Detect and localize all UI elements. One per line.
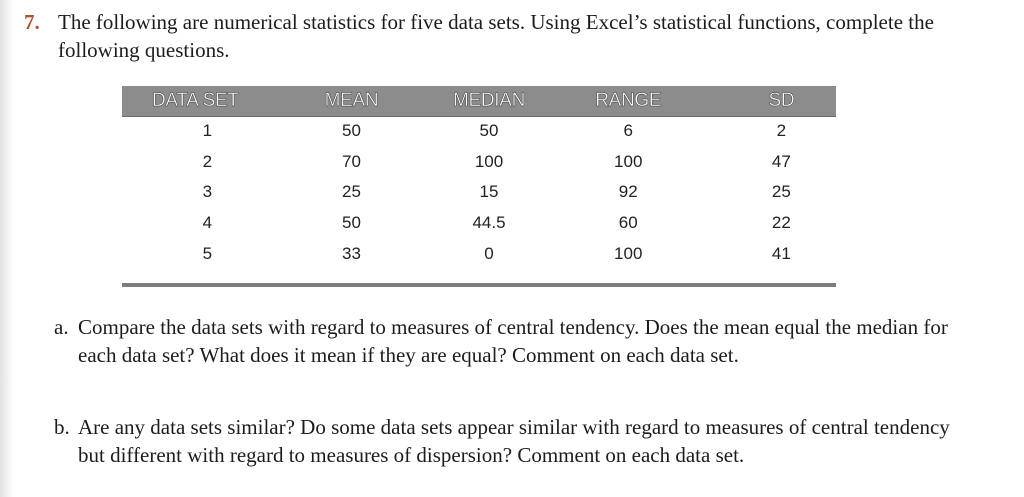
header-data-set: DATA SET bbox=[152, 90, 239, 111]
cell-data-set: 1 bbox=[202, 121, 213, 141]
header-range: RANGE bbox=[595, 90, 662, 111]
cell-sd: 2 bbox=[776, 121, 787, 141]
page-edge-shadow bbox=[0, 0, 14, 497]
cell-median: 15 bbox=[479, 182, 499, 202]
cell-median: 50 bbox=[479, 121, 499, 141]
part-a-text: Compare the data sets with regard to measures of central tendency. Does the mean equal the median for each data set? What does it mean if they are equal? Comment on each data set. bbox=[78, 315, 948, 367]
header-sd: SD bbox=[768, 90, 795, 111]
part-b-text: Are any data sets similar? Do some data sets appear similar with regard to measures of central tendency but different with regard to measures of dispersion? Comment on each data set. bbox=[78, 415, 950, 467]
table-bottom-rule bbox=[122, 283, 836, 287]
table-header-row bbox=[122, 86, 836, 116]
cell-median: 100 bbox=[474, 151, 504, 171]
table-row bbox=[122, 238, 836, 269]
header-median: MEDIAN bbox=[452, 90, 526, 111]
question-number: 7. bbox=[24, 10, 40, 34]
cell-data-set: 3 bbox=[202, 182, 213, 202]
cell-mean: 70 bbox=[342, 151, 361, 171]
part-a-letter: a. bbox=[54, 315, 69, 339]
cell-median: 44.5 bbox=[472, 213, 506, 233]
cell-mean: 50 bbox=[342, 121, 361, 141]
cell-data-set: 4 bbox=[202, 213, 213, 233]
cell-range: 6 bbox=[623, 121, 633, 141]
cell-sd: 22 bbox=[771, 213, 791, 233]
header-mean: MEAN bbox=[324, 90, 379, 111]
cell-mean: 33 bbox=[342, 243, 361, 263]
statistics-table bbox=[122, 86, 836, 269]
cell-data-set: 5 bbox=[202, 243, 213, 263]
cell-range: 92 bbox=[618, 182, 638, 202]
cell-range: 100 bbox=[614, 151, 643, 171]
header-divider bbox=[122, 116, 836, 117]
cell-sd: 25 bbox=[771, 182, 791, 202]
table-row bbox=[122, 147, 836, 178]
part-b-letter: b. bbox=[54, 415, 70, 439]
cell-sd: 47 bbox=[771, 151, 791, 171]
cell-mean: 50 bbox=[342, 213, 361, 233]
cell-data-set: 2 bbox=[202, 151, 213, 171]
table-row bbox=[122, 208, 836, 239]
cell-sd: 41 bbox=[771, 243, 791, 263]
table-row bbox=[122, 116, 836, 147]
cell-median: 0 bbox=[484, 243, 494, 263]
question-text: The following are numerical statistics for five data sets. Using Excel’s statistical functions, complete the following questions. bbox=[58, 10, 934, 62]
cell-range: 100 bbox=[614, 243, 643, 263]
cell-range: 60 bbox=[618, 213, 638, 233]
cell-mean: 25 bbox=[342, 182, 361, 202]
table-row bbox=[122, 177, 836, 208]
